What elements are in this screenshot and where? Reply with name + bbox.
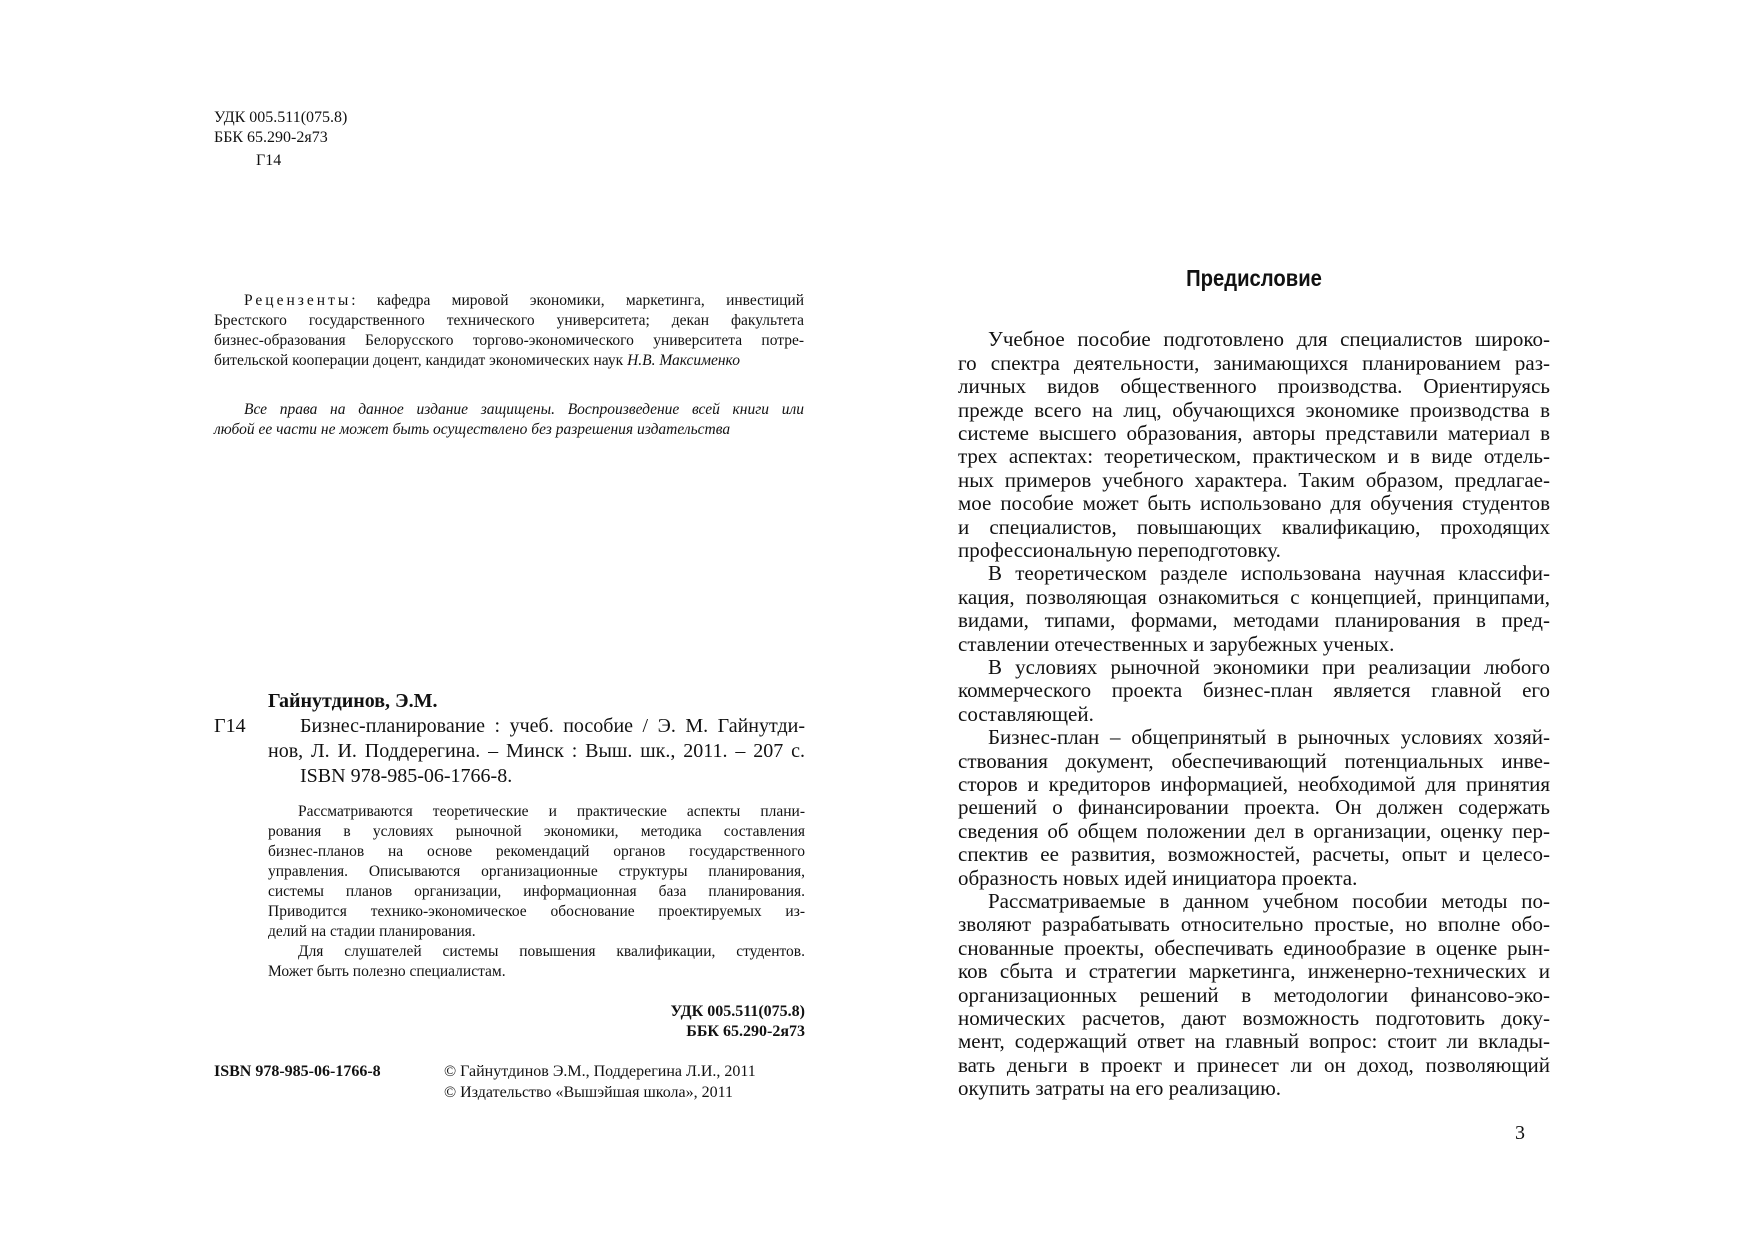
annotation bbox=[268, 802, 805, 982]
preface-line: видами, типами, формами, методами планирования в пред- bbox=[958, 608, 1550, 632]
preface-line: спектив ее развития, возможностей, расчеты, опыт и целесо- bbox=[958, 842, 1550, 866]
annotation-line: делий на стадии планирования. bbox=[268, 923, 476, 940]
preface-line: В условиях рыночной экономики при реализации любого bbox=[988, 655, 1550, 679]
bib-author: Гайнутдинов, Э.М. bbox=[268, 690, 438, 712]
preface-line: и специалистов, повышающих квалификацию, проходящих bbox=[958, 515, 1550, 539]
annotation-line: системы планов организации, информационная база планирования. bbox=[268, 883, 805, 900]
reviewers-block bbox=[214, 291, 804, 371]
preface-line: вать деньги в проект и принесет ли он доход, позволяющий bbox=[958, 1053, 1550, 1077]
isbn: ISBN 978-985-06-1766-8 bbox=[214, 1063, 381, 1080]
preface-line: снованные проекты, обеспечивать единообразие в оценке рын- bbox=[958, 936, 1550, 960]
udk-top: УДК 005.511(075.8) bbox=[214, 109, 348, 126]
preface-line: Бизнес-план – общепринятый в рыночных условиях хозяй- bbox=[988, 725, 1550, 749]
preface-line: Учебное пособие подготовлено для специалистов широко- bbox=[988, 327, 1550, 351]
bib-line-1: Бизнес-планирование : учеб. пособие / Э. М. Гайнутди- bbox=[300, 715, 805, 737]
preface-line: образность новых идей инициатора проекта. bbox=[958, 866, 1358, 890]
udk-bottom: УДК 005.511(075.8) bbox=[670, 1003, 805, 1020]
preface-line: кация, позволяющая ознакомиться с концепцией, принципами, bbox=[958, 585, 1550, 609]
preface-line: составляющей. bbox=[958, 702, 1094, 726]
preface-line: ставлении отечественных и зарубежных ученых. bbox=[958, 632, 1395, 656]
preface-line: В теоретическом разделе использована научная классифи- bbox=[988, 561, 1550, 585]
preface-line: мент, содержащий ответ на главный вопрос: стоит ли вклады- bbox=[958, 1029, 1550, 1053]
preface-line: го спектра деятельности, занимающихся планированием раз- bbox=[958, 351, 1550, 375]
bib-line-2: нов, Л. И. Поддерегина. – Минск : Выш. шк., 2011. – 207 с. bbox=[268, 740, 805, 762]
preface-line: решений о финансировании проекта. Он должен содержать bbox=[958, 795, 1550, 819]
bbk-bottom: ББК 65.290-2я73 bbox=[686, 1023, 805, 1040]
bbk-top: ББК 65.290-2я73 bbox=[214, 129, 328, 146]
preface-line: профессиональную переподготовку. bbox=[958, 538, 1281, 562]
preface-line: Рассматриваемые в данном учебном пособии методы по- bbox=[988, 889, 1550, 913]
preface-line: номических расчетов, дают возможность подготовить доку- bbox=[958, 1006, 1550, 1030]
annotation-line: управления. Описываются организационные структуры планирования, bbox=[268, 863, 805, 880]
page-title: Предисловие bbox=[1186, 265, 1322, 291]
preface-line: прежде всего на лиц, обучающихся экономике производства в bbox=[958, 398, 1550, 422]
rights-notice bbox=[214, 400, 804, 440]
bib-code: Г14 bbox=[214, 715, 246, 737]
annotation-line: Может быть полезно специалистам. bbox=[268, 963, 506, 980]
book-code-top: Г14 bbox=[256, 152, 282, 169]
preface-line: системе высшего образования, авторы представили материал в bbox=[958, 421, 1550, 445]
page-number: 3 bbox=[1515, 1122, 1525, 1144]
reviewers-line-4: бительской кооперации доцент, кандидат экономических наук Н.В. Максименко bbox=[214, 352, 740, 369]
preface-line: трех аспектах: теоретическом, практическом и в виде отдель- bbox=[958, 444, 1550, 468]
copyright-publisher: © Издательство «Вышэйшая школа», 2011 bbox=[444, 1084, 733, 1101]
rights-line-2: любой ее части не может быть осуществлено без разрешения издательства bbox=[214, 421, 731, 438]
reviewers-label: Рецензенты bbox=[244, 292, 352, 309]
preface-line: зволяют разрабатывать относительно простые, но вполне обо- bbox=[958, 912, 1550, 936]
preface-line: сведения об общем положении дел в организации, оценку пер- bbox=[958, 819, 1550, 843]
preface-line: коммерческого проекта бизнес-план является главной его bbox=[958, 678, 1550, 702]
preface-line: окупить затраты на его реализацию. bbox=[958, 1076, 1282, 1100]
preface-line: ков сбыта и стратегии маркетинга, инженерно-технических и bbox=[958, 959, 1550, 983]
copyright-authors: © Гайнутдинов Э.М., Поддерегина Л.И., 2011 bbox=[444, 1063, 756, 1080]
preface-line: сторов и кредиторов информацией, необходимой для принятия bbox=[958, 772, 1550, 796]
preface-line: организационных решений в методологии финансово-эко- bbox=[958, 983, 1550, 1007]
annotation-line: Приводится технико-экономическое обоснование проектируемых из- bbox=[268, 903, 805, 920]
annotation-line: Рассматриваются теоретические и практические аспекты плани- bbox=[298, 803, 805, 820]
reviewers-line-1: Рецензенты: кафедра мировой экономики, маркетинга, инвестиций bbox=[244, 292, 804, 309]
rights-line-1: Все права на данное издание защищены. Воспроизведение всей книги или bbox=[244, 401, 804, 418]
preface-line: ствования документ, обеспечивающий потенциальных инве- bbox=[958, 749, 1550, 773]
reviewers-line-3: бизнес-образования Белорусского торгово-экономического университета потре- bbox=[214, 332, 804, 349]
preface-line: ных примеров учебного характера. Таким образом, предлагае- bbox=[958, 468, 1550, 492]
bib-line-3: ISBN 978-985-06-1766-8. bbox=[300, 765, 513, 787]
preface-line: мое пособие может быть использовано для обучения студентов bbox=[958, 491, 1550, 515]
reviewers-line-2: Брестского государственного технического университета; декан факультета bbox=[214, 312, 804, 329]
annotation-line: бизнес-планов на основе рекомендаций органов государственного bbox=[268, 843, 805, 860]
reviewer-name: Н.В. Максименко bbox=[627, 352, 740, 369]
annotation-line: рования в условиях рыночной экономики, методика составления bbox=[268, 823, 805, 840]
preface-line: личных видов общественного производства. Ориентируясь bbox=[958, 374, 1550, 398]
annotation-line: Для слушателей системы повышения квалификации, студентов. bbox=[298, 943, 805, 960]
